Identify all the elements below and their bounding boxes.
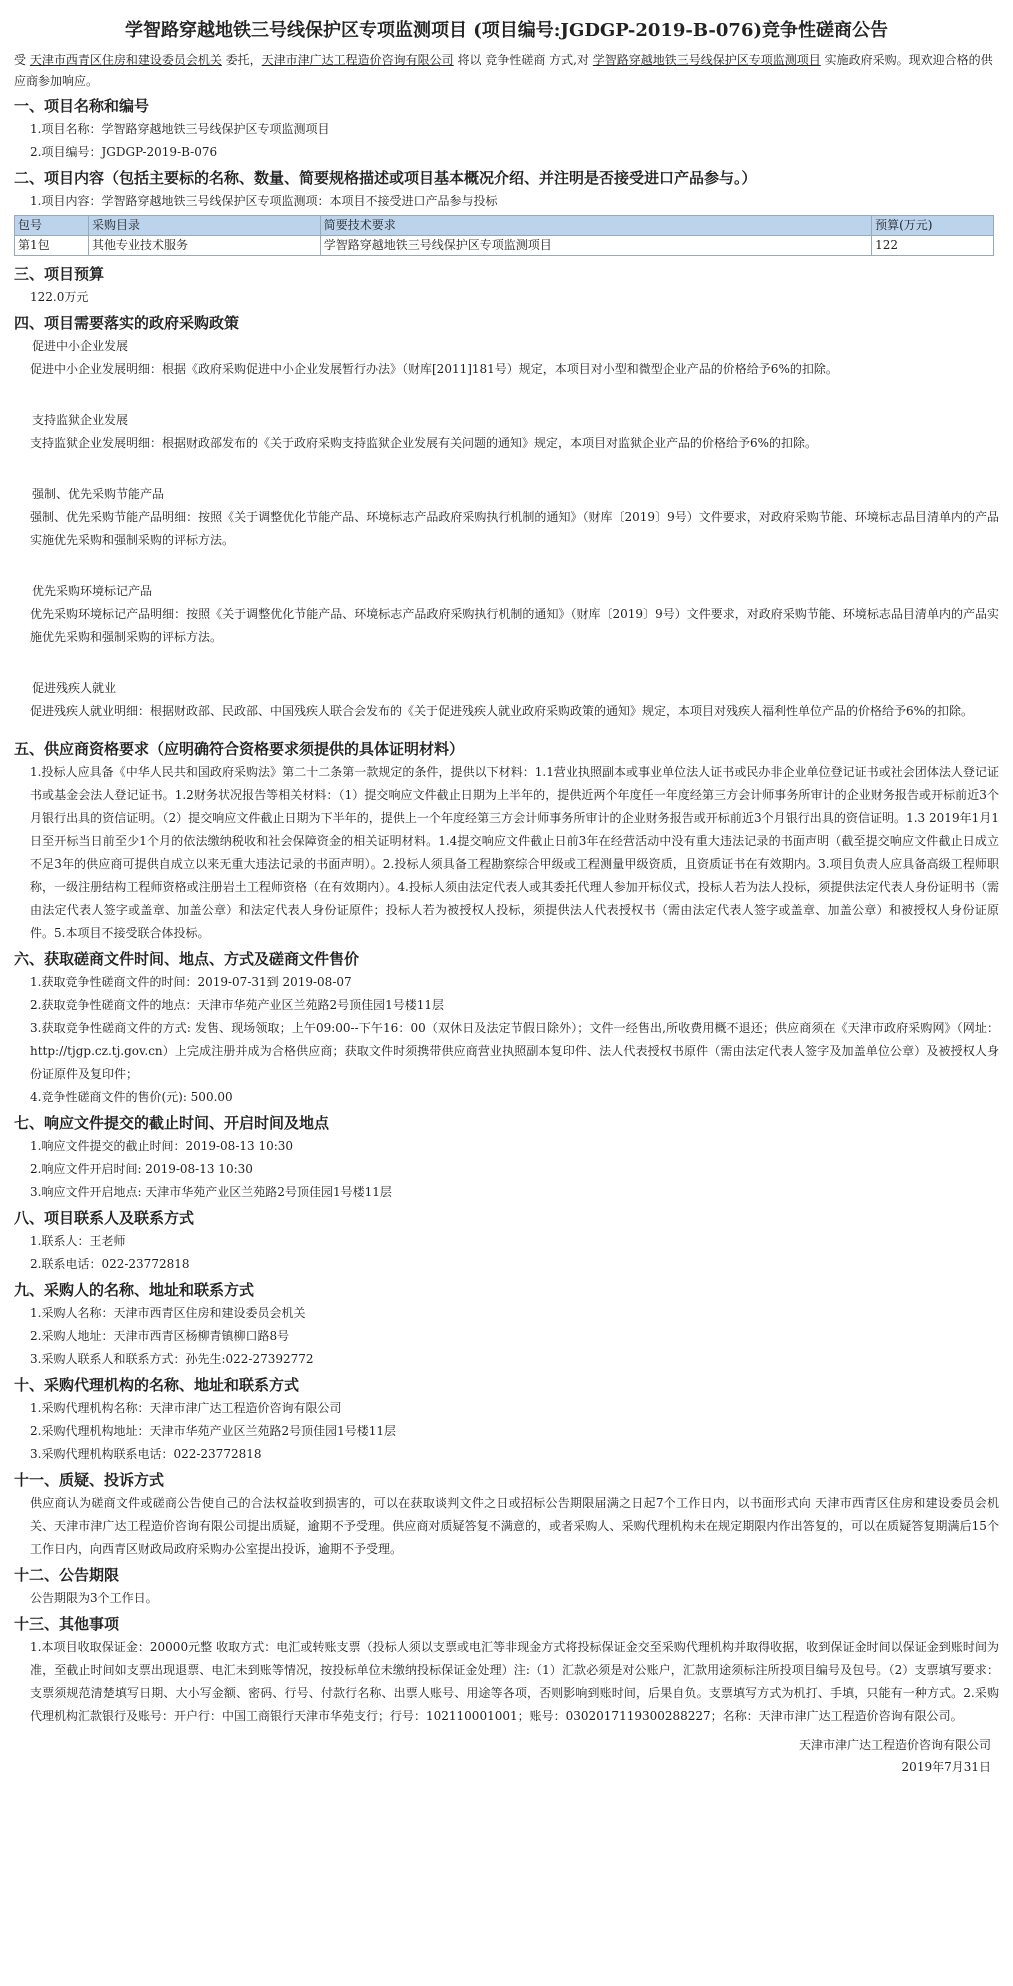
- complaint-text: 供应商认为磋商文件或磋商公告使自己的合法权益收到损害的，可以在获取谈判文件之日或招标公告期限届满之日起7个工作日内，以书面形式向 天津市西青区住房和建设委员会机关、天津市津广达工程造价咨询有限公司提出质疑，逾期不予受理。供应商对质疑答复不满意的，或者采购人、采购代理机构未在规定期限内作出答复的，可以在质疑答复期满后15个工作日内，向西青区财政局政府采购办公室提出投诉，逾期不予受理。: [30, 1496, 999, 1556]
- project-name: 1.项目名称：学智路穿越地铁三号线保护区专项监测项目: [30, 122, 330, 136]
- policy-detail: 强制、优先采购节能产品明细：按照《关于调整优化节能产品、环境标志产品政府采购执行机制的通知》（财库〔2019〕9号）文件要求，对政府采购节能、环境标志品目清单内的产品实施优先采购和强制采购的评标方法。: [30, 510, 999, 547]
- doc-obtain-method: 3.获取竞争性磋商文件的方式: 发售、现场领取；上午09:00--下午16：00（双休日及法定节假日除外）；文件一经售出,所收费用概不退还；供应商须在《天津市政府采购网》（网址：http://tjgp.cz.tj.gov.cn）上完成注册并成为合格供应商；获取文件时须携带供应商营业执照副本复印件、法人代表授权书原件（需由法定代表人签字及加盖单位公章）及被授权人身份证原件及复印件；: [30, 1021, 999, 1081]
- section-heading-11: 十一、质疑、投诉方式: [14, 1471, 165, 1489]
- section-heading-13: 十三、其他事项: [14, 1615, 120, 1633]
- column-header: 预算(万元): [872, 216, 994, 236]
- signature-date: 2019年7月31日: [901, 1760, 991, 1774]
- intro-text: 受: [14, 53, 30, 67]
- purchaser-name: 1.采购人名称：天津市西青区住房和建设委员会机关: [30, 1306, 306, 1320]
- column-header: 采购目录: [88, 216, 320, 236]
- doc-obtain-time: 1.获取竞争性磋商文件的时间：2019-07-31到 2019-08-07: [30, 975, 352, 989]
- agency-link[interactable]: 天津市津广达工程造价咨询有限公司: [261, 53, 454, 67]
- section-heading-6: 六、获取磋商文件时间、地点、方式及磋商文件售价: [14, 950, 360, 968]
- section-heading-9: 九、采购人的名称、地址和联系方式: [14, 1281, 255, 1299]
- policy-title: 强制、优先采购节能产品: [32, 487, 165, 501]
- policy-title: 支持监狱企业发展: [32, 413, 129, 427]
- section-heading-3: 三、项目预算: [14, 265, 105, 283]
- opening-time: 2.响应文件开启时间: 2019-08-13 10:30: [30, 1162, 253, 1176]
- intro-paragraph: [14, 50, 999, 92]
- section-heading-12: 十二、公告期限: [14, 1566, 120, 1584]
- other-matters: 1.本项目收取保证金：20000元整 收取方式：电汇或转账支票（投标人须以支票或电汇等非现金方式将投标保证金交至采购代理机构并取得收据，收到保证金时间以保证金到账时间为准，至截止时间如支票出现退票、电汇未到账等情况，按投标单位未缴纳投标保证金处理）注:（1）汇款必须是对公账户，汇款用途须标注所投项目编号及包号。（2）支票填写要求：支票须规范清楚填写日期、大小写金额、密码、行号、付款行名称、出票人账号、用途等各项，否则影响到账时间，后果自负。支票填写方式为机打、手填，只能有一种方式。2.采购代理机构汇款银行及账号：开户行：中国工商银行天津市华苑支行；行号：102110001001；账号：0302017119300288227；名称：天津市津广达工程造价咨询有限公司。: [30, 1640, 999, 1723]
- intro-text: 将以 竞争性磋商 方式,对: [453, 53, 593, 67]
- section-heading-4: 四、项目需要落实的政府采购政策: [14, 314, 240, 332]
- project-link[interactable]: 学智路穿越地铁三号线保护区专项监测项目: [592, 53, 821, 67]
- policy-title: 促进中小企业发展: [32, 339, 129, 353]
- agency-name: 1.采购代理机构名称：天津市津广达工程造价咨询有限公司: [30, 1401, 342, 1415]
- section-heading-2: 二、项目内容（包括主要标的名称、数量、简要规格描述或项目基本概况介绍、并注明是否接受进口产品参与。）: [14, 169, 757, 187]
- project-code: 2.项目编号：JGDGP-2019-B-076: [30, 145, 218, 159]
- policy-detail: 促进中小企业发展明细：根据《政府采购促进中小企业发展暂行办法》（财库[2011]181号）规定，本项目对小型和微型企业产品的价格给予6%的扣除。: [30, 362, 838, 376]
- policy-detail: 优先采购环境标记产品明细：按照《关于调整优化节能产品、环境标志产品政府采购执行机制的通知》（财库〔2019〕9号）文件要求，对政府采购节能、环境标志品目清单内的产品实施优先采购和强制采购的评标方法。: [30, 607, 999, 644]
- intro-text: 委托，: [221, 53, 262, 67]
- doc-price: 4.竞争性磋商文件的售价(元): 500.00: [30, 1090, 233, 1104]
- signature-org: 天津市津广达工程造价咨询有限公司: [798, 1738, 991, 1752]
- section-heading-10: 十、采购代理机构的名称、地址和联系方式: [14, 1376, 300, 1394]
- contact-phone: 2.联系电话：022-23772818: [30, 1257, 190, 1271]
- purchaser-contact: 3.采购人联系人和联系方式：孙先生:022-27392772: [30, 1352, 314, 1366]
- table-cell: 其他专业技术服务: [88, 236, 320, 256]
- purchaser-address: 2.采购人地址：天津市西青区杨柳青镇柳口路8号: [30, 1329, 290, 1343]
- intro-text: 实施政府采购。现欢迎合格的供应商参加响应。: [14, 53, 993, 88]
- page-title: 学智路穿越地铁三号线保护区专项监测项目 (项目编号:JGDGP-2019-B-076)竞争性磋商公告: [125, 20, 888, 41]
- section-heading-1: 一、项目名称和编号: [14, 97, 150, 115]
- table-header-row: [15, 216, 994, 236]
- column-header: 包号: [15, 216, 89, 236]
- policy-detail: 促进残疾人就业明细：根据财政部、民政部、中国残疾人联合会发布的《关于促进残疾人就业政府采购政策的通知》规定，本项目对残疾人福利性单位产品的价格给予6%的扣除。: [30, 704, 974, 718]
- purchaser-link[interactable]: 天津市西青区住房和建设委员会机关: [29, 53, 222, 67]
- package-table: [14, 215, 994, 256]
- signature-block: [14, 1734, 999, 1778]
- agency-address: 2.采购代理机构地址：天津市华苑产业区兰苑路2号顶佳园1号楼11层: [30, 1424, 396, 1438]
- table-cell: 第1包: [15, 236, 89, 256]
- table-cell: 学智路穿越地铁三号线保护区专项监测项目: [320, 236, 871, 256]
- section-heading-8: 八、项目联系人及联系方式: [14, 1209, 195, 1227]
- project-content: 1.项目内容：学智路穿越地铁三号线保护区专项监测项：本项目不接受进口产品参与投标: [30, 194, 498, 208]
- table-cell: 122: [872, 236, 994, 256]
- table-row: [15, 236, 994, 256]
- policy-title: 优先采购环境标记产品: [32, 584, 153, 598]
- agency-phone: 3.采购代理机构联系电话：022-23772818: [30, 1447, 262, 1461]
- submission-deadline: 1.响应文件提交的截止时间：2019-08-13 10:30: [30, 1139, 294, 1153]
- column-header: 简要技术要求: [320, 216, 871, 236]
- qualification-requirements: 1.投标人应具备《中华人民共和国政府采购法》第二十二条第一款规定的条件，提供以下材料：1.1营业执照副本或事业单位法人证书或民办非企业单位登记证书或社会团体法人登记证书或基金会法人登记证书。1.2财务状况报告等相关材料：（1）提交响应文件截止日期为上半年的，提供近两个年度任一年度经第三方会计师事务所审计的企业财务报告或开标前近3个月银行出具的资信证明。（2）提交响应文件截止日期为下半年的，提供上一个年度经第三方会计师事务所审计的企业财务报告或开标前近3个月银行出具的资信证明。1.3 2019年1月1日至开标当日前至少1个月的依法缴纳税收和社会保障资金的相关证明材料。1.4提交响应文件截止日前3年在经营活动中没有重大违法记录的书面声明（截至提交响应文件截止日成立不足3年的供应商可提供自成立以来无重大违法记录的书面声明）。2.投标人须具备工程勘察综合甲级或工程测量甲级资质，且资质证书在有效期内。3.项目负责人应具备高级工程师职称，一级注册结构工程师资格或注册岩土工程师资格（在有效期内）。4.投标人须由法定代表人或其委托代理人参加开标仪式，投标人若为法人投标，须提供法定代表人身份证明书（需由法定代表人签字或盖章、加盖公章）和法定代表人身份证原件；投标人若为被授权人投标，须提供法人代表授权书（需由法定代表人签字或盖章、加盖公章）和被授权人身份证原件。5.本项目不接受联合体投标。: [30, 765, 999, 940]
- section-heading-7: 七、响应文件提交的截止时间、开启时间及地点: [14, 1114, 330, 1132]
- contact-person: 1.联系人：王老师: [30, 1234, 126, 1248]
- doc-obtain-place: 2.获取竞争性磋商文件的地点：天津市华苑产业区兰苑路2号顶佳园1号楼11层: [30, 998, 444, 1012]
- project-budget: 122.0万元: [30, 290, 89, 304]
- opening-place: 3.响应文件开启地点: 天津市华苑产业区兰苑路2号顶佳园1号楼11层: [30, 1185, 392, 1199]
- policy-title: 促进残疾人就业: [32, 681, 117, 695]
- policy-detail: 支持监狱企业发展明细：根据财政部发布的《关于政府采购支持监狱企业发展有关问题的通知》规定，本项目对监狱企业产品的价格给予6%的扣除。: [30, 436, 818, 450]
- section-heading-5: 五、供应商资格要求（应明确符合资格要求须提供的具体证明材料）: [14, 740, 465, 758]
- announcement-period: 公告期限为3个工作日。: [30, 1591, 158, 1605]
